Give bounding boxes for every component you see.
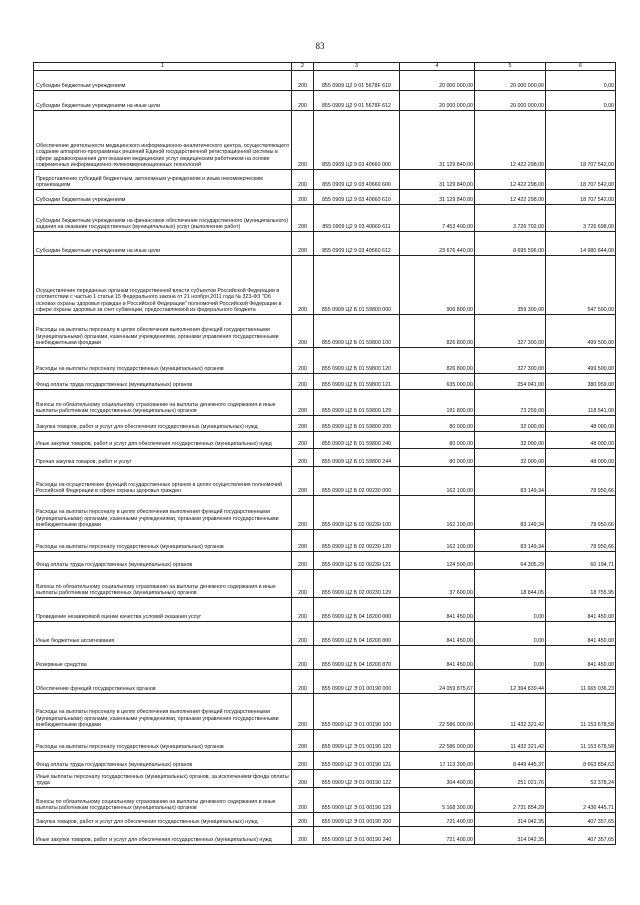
row-program: 200 xyxy=(292,170,314,190)
row-amount-col4: 906 800,00 xyxy=(400,256,475,315)
row-program: 200 xyxy=(292,730,314,752)
row-amount-col5: 73 259,00 xyxy=(475,390,546,416)
table-row xyxy=(34,232,616,256)
row-amount-col6: 2 436 445,71 xyxy=(546,788,616,813)
table-row xyxy=(34,348,616,374)
row-amount-col6: 11 153 678,58 xyxy=(546,694,616,730)
row-amount-col6: 11 665 036,23 xyxy=(546,670,616,694)
column-number-6: 6 xyxy=(546,63,616,71)
row-amount-col4: 826 800,00 xyxy=(400,315,475,348)
row-amount-col6: 78 950,66 xyxy=(546,530,616,552)
table-row xyxy=(34,416,616,432)
row-amount-col6: 48 000,00 xyxy=(546,449,616,467)
row-amount-col4: 841 450,00 xyxy=(400,646,475,670)
table-row xyxy=(34,813,616,827)
row-program: 200 xyxy=(292,232,314,256)
table-row xyxy=(34,170,616,190)
row-name: Иные бюджетные ассигнования xyxy=(34,622,292,646)
row-name: Иные выплаты персоналу государственных (муниципальных) органов, за исключением фонда оплаты труда xyxy=(34,770,292,788)
row-amount-col4: 22 586 000,00 xyxy=(400,730,475,752)
table-row xyxy=(34,467,616,496)
row-name: Осуществление переданных органам государственной власти субъектов Российской Федерации в соответствии с частью 1 статьи 15 Федерального закона от 21 ноября 2011 года № 323-ФЗ "Об основах охраны здоровья граждан в Российской Федерации" полномочий Российской Федерации в сфере охраны здоровья за счет субвенции, предоставляемой из федерального бюджета xyxy=(34,256,292,315)
table-row xyxy=(34,496,616,530)
row-name: Взносы по обязательному социальному страхованию на выплаты денежного содержания и иные выплаты работникам государственных (муниципальных) органов xyxy=(34,788,292,813)
row-amount-col6: 78 950,66 xyxy=(546,467,616,496)
row-program: 200 xyxy=(292,205,314,232)
row-amount-col5: 3 726 702,00 xyxy=(475,205,546,232)
row-program: 200 xyxy=(292,315,314,348)
row-amount-col4: 31 129 840,00 xyxy=(400,170,475,190)
row-amount-col6: 78 950,66 xyxy=(546,496,616,530)
row-name: Резервные средства xyxy=(34,646,292,670)
row-amount-col4: 162 100,00 xyxy=(400,467,475,496)
row-amount-col6: 11 153 678,58 xyxy=(546,730,616,752)
row-program: 200 xyxy=(292,71,314,91)
row-amount-col6: 499 500,00 xyxy=(546,348,616,374)
row-budget-code: 855 0909 Ц2 9 03 40660 600 xyxy=(314,170,400,190)
row-amount-col4: 162 100,00 xyxy=(400,530,475,552)
row-amount-col5: 8 695 596,00 xyxy=(475,232,546,256)
row-program: 200 xyxy=(292,827,314,845)
row-budget-code: 855 0909 Ц2 Б 04 18200 870 xyxy=(314,646,400,670)
page-number: 83 xyxy=(315,41,325,51)
row-program: 200 xyxy=(292,646,314,670)
column-number-4: 4 xyxy=(400,63,475,71)
row-amount-col6: 18 707 542,00 xyxy=(546,170,616,190)
row-name: Расходы на выплаты персоналу в целях обеспечения выполнения функций государственными (муниципальными) органами, казенными учреждениями, органами управления государственными внебюджетными фондами xyxy=(34,315,292,348)
row-amount-col4: 20 000 000,00 xyxy=(400,71,475,91)
table-row xyxy=(34,432,616,449)
row-program: 200 xyxy=(292,813,314,827)
table-row xyxy=(34,315,616,348)
table-row xyxy=(34,530,616,552)
row-name: Расходы на выплаты персоналу государственных (муниципальных) органов xyxy=(34,348,292,374)
row-program: 200 xyxy=(292,111,314,170)
row-amount-col6: 407 357,65 xyxy=(546,813,616,827)
row-program: 200 xyxy=(292,374,314,390)
row-budget-code: 855 0909 Ц2 9 03 40660 612 xyxy=(314,232,400,256)
row-budget-code: 855 0909 Ц2 9 01 5678F 612 xyxy=(314,91,400,111)
row-name: Расходы на выплаты персоналу государственных (муниципальных) органов xyxy=(34,730,292,752)
table-row xyxy=(34,770,616,788)
row-program: 200 xyxy=(292,256,314,315)
row-amount-col5: 327 300,00 xyxy=(475,315,546,348)
row-program: 200 xyxy=(292,496,314,530)
row-name: Предоставление субсидий бюджетным, автономным учреждениям и иным некоммерческим организациям xyxy=(34,170,292,190)
row-amount-col6: 18 755,95 xyxy=(546,570,616,598)
row-amount-col5: 8 449 445,37 xyxy=(475,752,546,770)
row-program: 200 xyxy=(292,570,314,598)
row-amount-col5: 83 149,34 xyxy=(475,496,546,530)
row-amount-col5: 0,00 xyxy=(475,622,546,646)
row-amount-col4: 124 500,00 xyxy=(400,552,475,570)
row-amount-col6: 380 959,00 xyxy=(546,374,616,390)
row-amount-col6: 407 357,65 xyxy=(546,827,616,845)
row-amount-col4: 721 400,00 xyxy=(400,813,475,827)
budget-table xyxy=(33,62,616,845)
row-amount-col5: 12 394 839,44 xyxy=(475,670,546,694)
row-name: Иные закупки товаров, работ и услуг для обеспечения государственных (муниципальных) нужд xyxy=(34,827,292,845)
row-amount-col5: 0,00 xyxy=(475,598,546,622)
row-amount-col5: 11 432 321,42 xyxy=(475,730,546,752)
row-amount-col5: 2 731 854,29 xyxy=(475,788,546,813)
row-name: Субсидии бюджетным учреждениям на иные цели xyxy=(34,232,292,256)
row-budget-code: 855 0909 Ц2 Б 02 00230 100 xyxy=(314,496,400,530)
row-amount-col5: 20 000 000,00 xyxy=(475,91,546,111)
column-number-2: 2 xyxy=(292,63,314,71)
row-budget-code: 855 0909 Ц2 Б 02 00230 000 xyxy=(314,467,400,496)
row-amount-col6: 14 980 844,00 xyxy=(546,232,616,256)
row-amount-col5: 64 305,29 xyxy=(475,552,546,570)
row-budget-code: 855 0909 Ц2 Б 02 00230 129 xyxy=(314,570,400,598)
row-amount-col5: 327 300,00 xyxy=(475,348,546,374)
row-budget-code: 855 0909 Ц2 9 03 40660 000 xyxy=(314,111,400,170)
row-amount-col4: 22 586 000,00 xyxy=(400,694,475,730)
row-amount-col4: 80 000,00 xyxy=(400,432,475,449)
row-name: Субсидии бюджетным учреждениям xyxy=(34,190,292,205)
row-amount-col4: 721 400,00 xyxy=(400,827,475,845)
row-program: 200 xyxy=(292,752,314,770)
row-program: 200 xyxy=(292,694,314,730)
row-amount-col4: 80 000,00 xyxy=(400,449,475,467)
row-name: Закупка товаров, работ и услуг для обеспечения государственных (муниципальных) нужд xyxy=(34,813,292,827)
row-amount-col6: 53 378,24 xyxy=(546,770,616,788)
row-amount-col6: 547 500,00 xyxy=(546,256,616,315)
column-number-5: 5 xyxy=(475,63,546,71)
table-row xyxy=(34,552,616,570)
row-name: Фонд оплаты труда государственных (муниципальных) органов xyxy=(34,552,292,570)
row-amount-col4: 31 129 840,00 xyxy=(400,190,475,205)
row-program: 200 xyxy=(292,622,314,646)
row-amount-col4: 304 400,00 xyxy=(400,770,475,788)
row-amount-col4: 17 113 300,00 xyxy=(400,752,475,770)
row-amount-col5: 83 149,34 xyxy=(475,530,546,552)
row-amount-col5: 314 042,35 xyxy=(475,827,546,845)
column-number-row xyxy=(34,63,616,71)
row-name: Обеспечение функций государственных органов xyxy=(34,670,292,694)
row-amount-col4: 20 000 000,00 xyxy=(400,91,475,111)
row-budget-code: 855 0909 Ц2 9 01 5678F 610 xyxy=(314,71,400,91)
row-program: 200 xyxy=(292,390,314,416)
row-amount-col4: 826 800,00 xyxy=(400,348,475,374)
row-amount-col5: 12 422 298,00 xyxy=(475,111,546,170)
row-name: Прочая закупка товаров, работ и услуг xyxy=(34,449,292,467)
row-program: 200 xyxy=(292,416,314,432)
column-number-1: 1 xyxy=(34,63,292,71)
row-budget-code: 855 0909 Ц2 Б 01 59800 121 xyxy=(314,374,400,390)
row-amount-col6: 841 450,00 xyxy=(546,646,616,670)
row-budget-code: 855 0909 Ц2 Э 01 00190 121 xyxy=(314,752,400,770)
row-budget-code: 855 0909 Ц2 9 03 40660 610 xyxy=(314,190,400,205)
row-program: 200 xyxy=(292,432,314,449)
row-budget-code: 855 0909 Ц2 Б 01 59800 240 xyxy=(314,432,400,449)
row-name: Субсидии бюджетным учреждениям на финансовое обеспечение государственного (муниципального) задания на оказание государственных (муниципальных) услуг (выполнение работ) xyxy=(34,205,292,232)
table-row xyxy=(34,788,616,813)
row-amount-col5: 314 042,35 xyxy=(475,813,546,827)
row-amount-col6: 48 000,00 xyxy=(546,416,616,432)
table-row xyxy=(34,646,616,670)
row-amount-col6: 499 500,00 xyxy=(546,315,616,348)
row-budget-code: 855 0909 Ц2 Э 01 00190 122 xyxy=(314,770,400,788)
column-number-3: 3 xyxy=(314,63,400,71)
row-budget-code: 855 0909 Ц2 Э 01 00190 100 xyxy=(314,694,400,730)
table-row xyxy=(34,694,616,730)
row-amount-col4: 5 168 300,00 xyxy=(400,788,475,813)
row-amount-col4: 37 600,00 xyxy=(400,570,475,598)
row-budget-code: 855 0909 Ц2 Б 04 18200 800 xyxy=(314,622,400,646)
row-program: 200 xyxy=(292,467,314,496)
row-amount-col5: 18 844,05 xyxy=(475,570,546,598)
row-amount-col6: 841 450,00 xyxy=(546,622,616,646)
row-name: Расходы на выплаты персоналу государственных (муниципальных) органов xyxy=(34,530,292,552)
row-amount-col4: 191 800,00 xyxy=(400,390,475,416)
row-amount-col4: 7 453 400,00 xyxy=(400,205,475,232)
table-row xyxy=(34,622,616,646)
row-amount-col6: 0,00 xyxy=(546,91,616,111)
row-budget-code: 855 0909 Ц2 Э 01 00190 200 xyxy=(314,813,400,827)
table-row xyxy=(34,752,616,770)
row-program: 200 xyxy=(292,670,314,694)
table-row xyxy=(34,827,616,845)
table-row xyxy=(34,205,616,232)
row-amount-col5: 32 000,00 xyxy=(475,449,546,467)
row-budget-code: 855 0909 Ц2 Э 01 00190 000 xyxy=(314,670,400,694)
row-name: Фонд оплаты труда государственных (муниципальных) органов xyxy=(34,374,292,390)
row-name: Субсидии бюджетным учреждениям xyxy=(34,71,292,91)
row-budget-code: 855 0909 Ц2 Б 01 59800 000 xyxy=(314,256,400,315)
row-amount-col4: 23 676 440,00 xyxy=(400,232,475,256)
row-name: Проведение независимой оценки качества условий оказания услуг xyxy=(34,598,292,622)
row-amount-col5: 32 000,00 xyxy=(475,432,546,449)
row-amount-col6: 841 450,00 xyxy=(546,598,616,622)
table-row xyxy=(34,71,616,91)
row-amount-col5: 11 432 321,42 xyxy=(475,694,546,730)
table-row xyxy=(34,570,616,598)
row-budget-code: 855 0909 Ц2 Б 02 00230 121 xyxy=(314,552,400,570)
row-amount-col4: 80 000,00 xyxy=(400,416,475,432)
row-name: Расходы на выплаты персоналу в целях обеспечения выполнения функций государственными (муниципальными) органами, казенными учреждениями, органами управления государственными внебюджетными фондами xyxy=(34,694,292,730)
row-amount-col4: 841 450,00 xyxy=(400,598,475,622)
row-amount-col5: 20 000 000,00 xyxy=(475,71,546,91)
row-program: 200 xyxy=(292,598,314,622)
row-amount-col5: 251 021,76 xyxy=(475,770,546,788)
row-name: Расходы на осуществление функций государственных органов в целях осуществления полномочий Российской Федерации в сфере охраны здоровья граждан xyxy=(34,467,292,496)
row-program: 200 xyxy=(292,770,314,788)
row-budget-code: 855 0909 Ц2 9 03 40660 611 xyxy=(314,205,400,232)
row-budget-code: 855 0909 Ц2 Б 01 59800 200 xyxy=(314,416,400,432)
row-name: Расходы на выплаты персоналу в целях обеспечения выполнения функций государственными (муниципальными) органами, казенными учреждениями, органами управления государственными внебюджетными фондами xyxy=(34,496,292,530)
row-amount-col5: 254 041,00 xyxy=(475,374,546,390)
row-program: 200 xyxy=(292,449,314,467)
row-amount-col6: 60 194,71 xyxy=(546,552,616,570)
row-program: 200 xyxy=(292,552,314,570)
table-row xyxy=(34,390,616,416)
row-amount-col4: 24 059 875,67 xyxy=(400,670,475,694)
table-row xyxy=(34,190,616,205)
row-amount-col4: 635 000,00 xyxy=(400,374,475,390)
row-amount-col6: 8 663 854,63 xyxy=(546,752,616,770)
row-amount-col5: 32 000,00 xyxy=(475,416,546,432)
row-amount-col6: 18 707 542,00 xyxy=(546,111,616,170)
row-program: 200 xyxy=(292,788,314,813)
row-budget-code: 855 0909 Ц2 Б 01 59800 244 xyxy=(314,449,400,467)
table-row xyxy=(34,111,616,170)
row-amount-col4: 162 100,00 xyxy=(400,496,475,530)
table-row xyxy=(34,598,616,622)
row-budget-code: 855 0909 Ц2 Э 01 00190 120 xyxy=(314,730,400,752)
table-row xyxy=(34,256,616,315)
row-amount-col4: 31 129 840,00 xyxy=(400,111,475,170)
row-name: Фонд оплаты труда государственных (муниципальных) органов xyxy=(34,752,292,770)
row-program: 200 xyxy=(292,91,314,111)
row-amount-col6: 18 707 542,00 xyxy=(546,190,616,205)
row-budget-code: 855 0909 Ц2 Э 01 00190 240 xyxy=(314,827,400,845)
table-row xyxy=(34,449,616,467)
row-budget-code: 855 0909 Ц2 Э 01 00190 129 xyxy=(314,788,400,813)
table-row xyxy=(34,374,616,390)
row-amount-col5: 0,00 xyxy=(475,646,546,670)
table-row xyxy=(34,91,616,111)
row-program: 200 xyxy=(292,190,314,205)
row-program: 200 xyxy=(292,348,314,374)
row-budget-code: 855 0909 Ц2 Б 02 00230 120 xyxy=(314,530,400,552)
row-budget-code: 855 0909 Ц2 Б 04 18200 000 xyxy=(314,598,400,622)
row-name: Субсидии бюджетным учреждениям на иные цели xyxy=(34,91,292,111)
row-amount-col5: 83 149,34 xyxy=(475,467,546,496)
row-name: Иные закупки товаров, работ и услуг для обеспечения государственных (муниципальных) нужд xyxy=(34,432,292,449)
row-name: Закупка товаров, работ и услуг для обеспечения государственных (муниципальных) нужд xyxy=(34,416,292,432)
table-row xyxy=(34,730,616,752)
row-name: Взносы по обязательному социальному страхованию на выплаты денежного содержания и иные выплаты работникам государственных (муниципальных) органов xyxy=(34,390,292,416)
row-program: 200 xyxy=(292,530,314,552)
row-budget-code: 855 0909 Ц2 Б 01 59800 129 xyxy=(314,390,400,416)
row-amount-col5: 12 422 298,00 xyxy=(475,190,546,205)
row-budget-code: 855 0909 Ц2 Б 01 59800 100 xyxy=(314,315,400,348)
row-amount-col6: 48 000,00 xyxy=(546,432,616,449)
table-row xyxy=(34,670,616,694)
row-amount-col6: 118 541,00 xyxy=(546,390,616,416)
row-amount-col4: 841 450,00 xyxy=(400,622,475,646)
row-name: Обеспечение деятельности медицинского информационно-аналитического центра, осуществляющего создание аппаратно-программных решений Единой государственной регистрационной системы в сфере здравоохранения для оказания медицинских услуг медицинским работником на основе современных информационно-телекоммуникационных технологий xyxy=(34,111,292,170)
row-amount-col5: 12 422 298,00 xyxy=(475,170,546,190)
row-amount-col5: 359 300,00 xyxy=(475,256,546,315)
row-amount-col6: 0,00 xyxy=(546,71,616,91)
row-name: Взносы по обязательному социальному страхованию на выплаты денежного содержания и иные выплаты работникам государственных (муниципальных) органов xyxy=(34,570,292,598)
row-budget-code: 855 0909 Ц2 Б 01 59800 120 xyxy=(314,348,400,374)
row-amount-col6: 3 726 698,00 xyxy=(546,205,616,232)
